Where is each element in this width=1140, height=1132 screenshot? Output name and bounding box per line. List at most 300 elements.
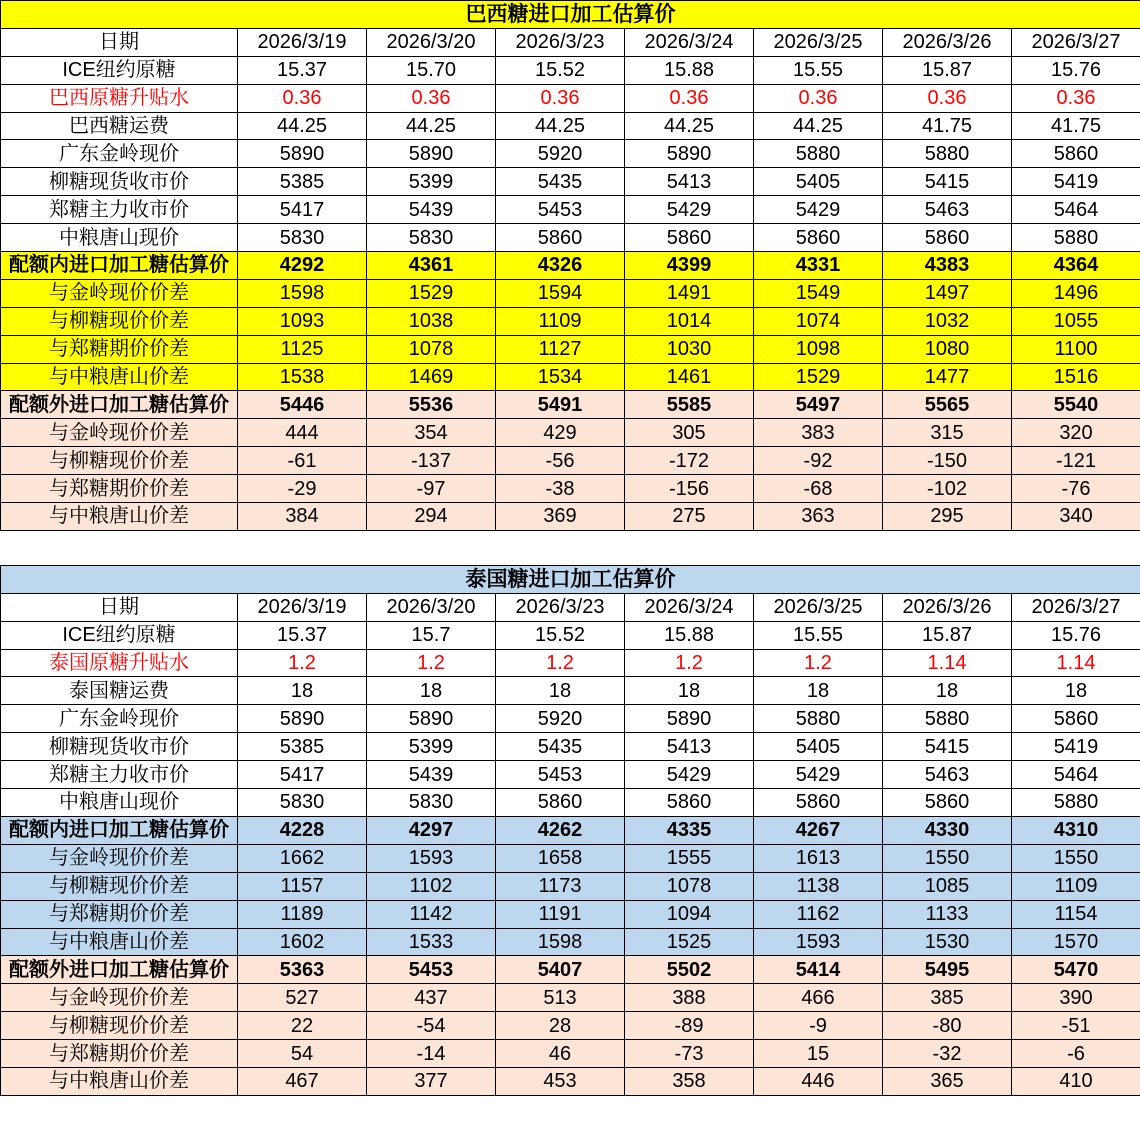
value-cell: 1.2	[367, 649, 496, 677]
value-cell: 467	[238, 1067, 367, 1095]
table-row	[1, 649, 1140, 677]
row-label: 与金岭现价价差	[1, 844, 238, 872]
value-cell: 315	[883, 419, 1012, 447]
value-cell: 513	[496, 984, 625, 1012]
value-cell: 5880	[1012, 224, 1140, 252]
value-cell: 41.75	[1012, 112, 1140, 140]
date-header-cell: 2026/3/25	[754, 593, 883, 621]
value-cell: -54	[367, 1012, 496, 1040]
value-cell: 5920	[496, 705, 625, 733]
row-label: 中粮唐山现价	[1, 224, 238, 252]
value-cell: 5890	[367, 140, 496, 168]
row-label: 配额外进口加工糖估算价	[1, 956, 238, 984]
value-cell: -92	[754, 447, 883, 475]
value-cell: 5415	[883, 168, 1012, 196]
row-label: 柳糖现货收市价	[1, 733, 238, 761]
row-label: 广东金岭现价	[1, 140, 238, 168]
value-cell: 18	[883, 677, 1012, 705]
value-cell: 5417	[238, 761, 367, 789]
value-cell: 5585	[625, 391, 754, 419]
table-title-row	[1, 1, 1140, 29]
value-cell: 410	[1012, 1067, 1140, 1095]
value-cell: 1038	[367, 307, 496, 335]
value-cell: 1100	[1012, 335, 1140, 363]
value-cell: 5860	[754, 224, 883, 252]
table-row	[1, 789, 1140, 817]
row-label: 与柳糖现价价差	[1, 307, 238, 335]
value-cell: 383	[754, 419, 883, 447]
value-cell: 1555	[625, 844, 754, 872]
value-cell: 1074	[754, 307, 883, 335]
row-label: 郑糖主力收市价	[1, 761, 238, 789]
value-cell: 1658	[496, 844, 625, 872]
value-cell: 1102	[367, 872, 496, 900]
value-cell: 444	[238, 419, 367, 447]
row-label: 配额内进口加工糖估算价	[1, 252, 238, 280]
row-label: 与郑糖期价价差	[1, 475, 238, 503]
value-cell: 18	[496, 677, 625, 705]
value-cell: 5495	[883, 956, 1012, 984]
value-cell: 4330	[883, 816, 1012, 844]
value-cell: 1516	[1012, 363, 1140, 391]
value-cell: 5830	[367, 224, 496, 252]
table-row	[1, 733, 1140, 761]
value-cell: 5830	[238, 224, 367, 252]
row-label: 与柳糖现价价差	[1, 872, 238, 900]
value-cell: 5417	[238, 196, 367, 224]
table-row	[1, 928, 1140, 956]
value-cell: 18	[238, 677, 367, 705]
value-cell: 18	[367, 677, 496, 705]
value-cell: 1602	[238, 928, 367, 956]
row-label: 与郑糖期价价差	[1, 1040, 238, 1068]
value-cell: 363	[754, 503, 883, 531]
value-cell: 275	[625, 503, 754, 531]
value-cell: 4364	[1012, 252, 1140, 280]
value-cell: 1098	[754, 335, 883, 363]
table-row	[1, 168, 1140, 196]
value-cell: -97	[367, 475, 496, 503]
thailand-table-title: 泰国糖进口加工估算价	[1, 565, 1140, 593]
value-cell: 22	[238, 1012, 367, 1040]
value-cell: 5439	[367, 196, 496, 224]
value-cell: 5464	[1012, 761, 1140, 789]
value-cell: 4267	[754, 816, 883, 844]
value-cell: 5536	[367, 391, 496, 419]
value-cell: 1.14	[883, 649, 1012, 677]
value-cell: 5890	[367, 705, 496, 733]
date-header-cell: 2026/3/19	[238, 593, 367, 621]
date-header-cell: 2026/3/25	[754, 28, 883, 56]
value-cell: 5491	[496, 391, 625, 419]
row-label: 柳糖现货收市价	[1, 168, 238, 196]
value-cell: 1477	[883, 363, 1012, 391]
value-cell: 1127	[496, 335, 625, 363]
value-cell: 46	[496, 1040, 625, 1068]
value-cell: 305	[625, 419, 754, 447]
table-row	[1, 475, 1140, 503]
value-cell: 390	[1012, 984, 1140, 1012]
value-cell: 1469	[367, 363, 496, 391]
value-cell: -156	[625, 475, 754, 503]
value-cell: 5453	[496, 761, 625, 789]
date-header-cell: 2026/3/23	[496, 593, 625, 621]
value-cell: 15.88	[625, 621, 754, 649]
value-cell: 5880	[754, 705, 883, 733]
date-header-cell: 2026/3/26	[883, 28, 1012, 56]
value-cell: 15.76	[1012, 621, 1140, 649]
value-cell: 44.25	[238, 112, 367, 140]
value-cell: 388	[625, 984, 754, 1012]
value-cell: 0.36	[625, 84, 754, 112]
table-row	[1, 1067, 1140, 1095]
value-cell: 1496	[1012, 279, 1140, 307]
value-cell: 15.55	[754, 56, 883, 84]
value-cell: 295	[883, 503, 1012, 531]
value-cell: 354	[367, 419, 496, 447]
value-cell: 28	[496, 1012, 625, 1040]
row-label: 与郑糖期价价差	[1, 900, 238, 928]
date-header-cell: 2026/3/27	[1012, 28, 1140, 56]
value-cell: 5399	[367, 168, 496, 196]
value-cell: 15.7	[367, 621, 496, 649]
value-cell: 1162	[754, 900, 883, 928]
value-cell: 5419	[1012, 168, 1140, 196]
value-cell: 5880	[1012, 789, 1140, 817]
value-cell: 5429	[625, 196, 754, 224]
table-row	[1, 335, 1140, 363]
value-cell: 5860	[625, 224, 754, 252]
table-row	[1, 1012, 1140, 1040]
row-label: 与金岭现价价差	[1, 984, 238, 1012]
date-header-cell: 2026/3/20	[367, 593, 496, 621]
value-cell: 5860	[625, 789, 754, 817]
row-label: 与中粮唐山价差	[1, 363, 238, 391]
row-label: 与柳糖现价价差	[1, 1012, 238, 1040]
value-cell: 1133	[883, 900, 1012, 928]
value-cell: 5463	[883, 196, 1012, 224]
value-cell: 4335	[625, 816, 754, 844]
date-header-cell: 2026/3/27	[1012, 593, 1140, 621]
value-cell: -137	[367, 447, 496, 475]
value-cell: 5385	[238, 168, 367, 196]
table-row	[1, 252, 1140, 280]
table-row	[1, 503, 1140, 531]
value-cell: -14	[367, 1040, 496, 1068]
value-cell: 1189	[238, 900, 367, 928]
row-label: 与中粮唐山价差	[1, 928, 238, 956]
table-row	[1, 307, 1140, 335]
value-cell: 5385	[238, 733, 367, 761]
value-cell: 5860	[883, 789, 1012, 817]
value-cell: 365	[883, 1067, 1012, 1095]
value-cell: -76	[1012, 475, 1140, 503]
value-cell: 15	[754, 1040, 883, 1068]
value-cell: 5540	[1012, 391, 1140, 419]
value-cell: 1594	[496, 279, 625, 307]
value-cell: 4326	[496, 252, 625, 280]
table-row	[1, 900, 1140, 928]
value-cell: 15.87	[883, 621, 1012, 649]
value-cell: 1461	[625, 363, 754, 391]
table-row	[1, 56, 1140, 84]
value-cell: -89	[625, 1012, 754, 1040]
brazil-sugar-table-body	[1, 1, 1140, 531]
value-cell: 1550	[1012, 844, 1140, 872]
table-row	[1, 140, 1140, 168]
table-gap	[0, 531, 1140, 565]
table-row	[1, 196, 1140, 224]
value-cell: 1109	[496, 307, 625, 335]
row-label: 配额内进口加工糖估算价	[1, 816, 238, 844]
value-cell: 1055	[1012, 307, 1140, 335]
value-cell: 429	[496, 419, 625, 447]
value-cell: 1525	[625, 928, 754, 956]
value-cell: 44.25	[754, 112, 883, 140]
value-cell: 18	[754, 677, 883, 705]
value-cell: 5860	[496, 789, 625, 817]
value-cell: -6	[1012, 1040, 1140, 1068]
value-cell: 1593	[754, 928, 883, 956]
value-cell: -102	[883, 475, 1012, 503]
value-cell: -172	[625, 447, 754, 475]
value-cell: 1032	[883, 307, 1012, 335]
value-cell: 4262	[496, 816, 625, 844]
value-cell: 0.36	[883, 84, 1012, 112]
value-cell: 15.52	[496, 56, 625, 84]
value-cell: 15.37	[238, 56, 367, 84]
value-cell: 1157	[238, 872, 367, 900]
table-row	[1, 419, 1140, 447]
value-cell: 5363	[238, 956, 367, 984]
value-cell: 1.2	[238, 649, 367, 677]
value-cell: -32	[883, 1040, 1012, 1068]
value-cell: 5860	[883, 224, 1012, 252]
table-row	[1, 956, 1140, 984]
value-cell: 1570	[1012, 928, 1140, 956]
value-cell: -51	[1012, 1012, 1140, 1040]
value-cell: 446	[754, 1067, 883, 1095]
row-label: 巴西原糖升贴水	[1, 84, 238, 112]
row-label: 广东金岭现价	[1, 705, 238, 733]
value-cell: 5920	[496, 140, 625, 168]
table-row	[1, 844, 1140, 872]
value-cell: 1593	[367, 844, 496, 872]
value-cell: 4361	[367, 252, 496, 280]
value-cell: 5405	[754, 733, 883, 761]
value-cell: 5497	[754, 391, 883, 419]
value-cell: 1142	[367, 900, 496, 928]
value-cell: 44.25	[625, 112, 754, 140]
value-cell: 5890	[625, 140, 754, 168]
value-cell: 5880	[754, 140, 883, 168]
value-cell: 5880	[883, 705, 1012, 733]
value-cell: 1598	[238, 279, 367, 307]
row-label: 与中粮唐山价差	[1, 1067, 238, 1095]
date-header-cell: 2026/3/26	[883, 593, 1012, 621]
value-cell: 18	[625, 677, 754, 705]
value-cell: 1613	[754, 844, 883, 872]
row-label: 与中粮唐山价差	[1, 503, 238, 531]
value-cell: 1014	[625, 307, 754, 335]
value-cell: 15.87	[883, 56, 1012, 84]
value-cell: 5860	[1012, 705, 1140, 733]
value-cell: 4310	[1012, 816, 1140, 844]
row-label: 与金岭现价价差	[1, 279, 238, 307]
value-cell: 1.14	[1012, 649, 1140, 677]
value-cell: 5470	[1012, 956, 1140, 984]
value-cell: 294	[367, 503, 496, 531]
date-header-cell: 2026/3/24	[625, 28, 754, 56]
value-cell: 44.25	[496, 112, 625, 140]
table-row	[1, 279, 1140, 307]
value-cell: 5414	[754, 956, 883, 984]
value-cell: -56	[496, 447, 625, 475]
value-cell: 5464	[1012, 196, 1140, 224]
row-label: ICE纽约原糖	[1, 56, 238, 84]
row-label: 与郑糖期价价差	[1, 335, 238, 363]
value-cell: 4292	[238, 252, 367, 280]
value-cell: 4399	[625, 252, 754, 280]
brazil-sugar-table	[0, 0, 1140, 531]
table-row	[1, 363, 1140, 391]
date-header-label: 日期	[1, 28, 238, 56]
row-label: 中粮唐山现价	[1, 789, 238, 817]
value-cell: 5880	[883, 140, 1012, 168]
value-cell: 5429	[754, 761, 883, 789]
value-cell: 5890	[238, 140, 367, 168]
value-cell: 340	[1012, 503, 1140, 531]
value-cell: 15.52	[496, 621, 625, 649]
value-cell: 437	[367, 984, 496, 1012]
value-cell: 5399	[367, 733, 496, 761]
value-cell: 5415	[883, 733, 1012, 761]
date-header-row	[1, 593, 1140, 621]
value-cell: 5463	[883, 761, 1012, 789]
value-cell: 41.75	[883, 112, 1012, 140]
date-header-cell: 2026/3/24	[625, 593, 754, 621]
value-cell: 1.2	[625, 649, 754, 677]
thailand-sugar-table-body	[1, 565, 1140, 1095]
value-cell: 1173	[496, 872, 625, 900]
value-cell: -68	[754, 475, 883, 503]
value-cell: 1125	[238, 335, 367, 363]
date-header-cell: 2026/3/23	[496, 28, 625, 56]
row-label: 泰国原糖升贴水	[1, 649, 238, 677]
row-label: ICE纽约原糖	[1, 621, 238, 649]
value-cell: 1078	[625, 872, 754, 900]
table-row	[1, 84, 1140, 112]
value-cell: 1093	[238, 307, 367, 335]
date-header-label: 日期	[1, 593, 238, 621]
table-row	[1, 872, 1140, 900]
table-row	[1, 677, 1140, 705]
value-cell: 527	[238, 984, 367, 1012]
value-cell: 0.36	[238, 84, 367, 112]
row-label: 配额外进口加工糖估算价	[1, 391, 238, 419]
thailand-sugar-table	[0, 565, 1140, 1096]
value-cell: 1109	[1012, 872, 1140, 900]
value-cell: -61	[238, 447, 367, 475]
value-cell: 1085	[883, 872, 1012, 900]
value-cell: 5439	[367, 761, 496, 789]
value-cell: 1529	[367, 279, 496, 307]
table-row	[1, 1040, 1140, 1068]
value-cell: 1530	[883, 928, 1012, 956]
date-header-row	[1, 28, 1140, 56]
row-label: 巴西糖运费	[1, 112, 238, 140]
value-cell: 5413	[625, 168, 754, 196]
value-cell: 1534	[496, 363, 625, 391]
value-cell: 4297	[367, 816, 496, 844]
value-cell: 0.36	[1012, 84, 1140, 112]
value-cell: 5453	[367, 956, 496, 984]
value-cell: 1078	[367, 335, 496, 363]
value-cell: 5413	[625, 733, 754, 761]
value-cell: 5453	[496, 196, 625, 224]
value-cell: 0.36	[367, 84, 496, 112]
table-row	[1, 447, 1140, 475]
table-row	[1, 621, 1140, 649]
table-row	[1, 761, 1140, 789]
value-cell: 1538	[238, 363, 367, 391]
value-cell: 5435	[496, 168, 625, 196]
value-cell: 5429	[754, 196, 883, 224]
value-cell: 385	[883, 984, 1012, 1012]
date-header-cell: 2026/3/19	[238, 28, 367, 56]
value-cell: 1080	[883, 335, 1012, 363]
value-cell: 1549	[754, 279, 883, 307]
value-cell: 453	[496, 1067, 625, 1095]
table-row	[1, 816, 1140, 844]
value-cell: 1030	[625, 335, 754, 363]
value-cell: -80	[883, 1012, 1012, 1040]
row-label: 与金岭现价价差	[1, 419, 238, 447]
value-cell: 15.70	[367, 56, 496, 84]
value-cell: 15.37	[238, 621, 367, 649]
value-cell: 4383	[883, 252, 1012, 280]
value-cell: 4228	[238, 816, 367, 844]
value-cell: -29	[238, 475, 367, 503]
value-cell: 5860	[754, 789, 883, 817]
value-cell: 44.25	[367, 112, 496, 140]
value-cell: 1529	[754, 363, 883, 391]
row-label: 郑糖主力收市价	[1, 196, 238, 224]
table-row	[1, 112, 1140, 140]
value-cell: 466	[754, 984, 883, 1012]
value-cell: 5830	[238, 789, 367, 817]
value-cell: 15.76	[1012, 56, 1140, 84]
value-cell: 0.36	[496, 84, 625, 112]
value-cell: 5407	[496, 956, 625, 984]
value-cell: 1533	[367, 928, 496, 956]
value-cell: 5890	[625, 705, 754, 733]
value-cell: -38	[496, 475, 625, 503]
row-label: 泰国糖运费	[1, 677, 238, 705]
value-cell: 5830	[367, 789, 496, 817]
value-cell: 1.2	[496, 649, 625, 677]
value-cell: 5565	[883, 391, 1012, 419]
value-cell: 384	[238, 503, 367, 531]
value-cell: 1491	[625, 279, 754, 307]
value-cell: 5405	[754, 168, 883, 196]
table-row	[1, 705, 1140, 733]
table-row	[1, 984, 1140, 1012]
value-cell: 1550	[883, 844, 1012, 872]
table-row	[1, 391, 1140, 419]
row-label: 与柳糖现价价差	[1, 447, 238, 475]
value-cell: 320	[1012, 419, 1140, 447]
